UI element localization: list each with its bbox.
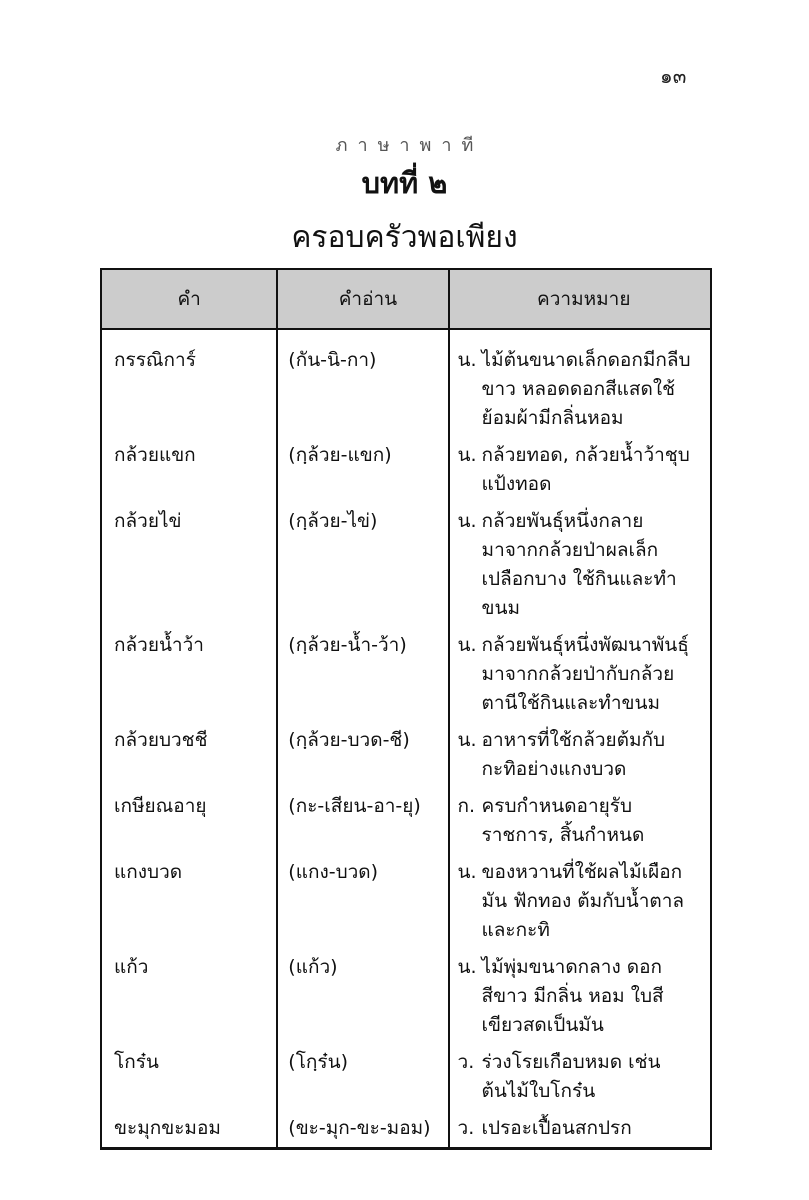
- subject-heading: ภาษาพาที: [335, 135, 484, 156]
- definition: [482, 1048, 698, 1106]
- cell-word: กล้วยน้ำว้า: [101, 627, 277, 722]
- cell-word: กรรณิการ์: [101, 329, 277, 437]
- part-of-speech: ว.: [457, 1051, 475, 1073]
- table-header-row: [101, 269, 711, 329]
- cell-word: แก้ว: [101, 949, 277, 1044]
- part-of-speech: น.: [457, 510, 477, 532]
- table-row: [101, 627, 711, 722]
- cell-word: ขะมุกขะมอม: [101, 1110, 277, 1149]
- definition: [482, 441, 698, 499]
- cell-reading: (กัน-นิ-กา): [277, 329, 448, 437]
- cell-reading: (ขะ-มุก-ขะ-มอม): [277, 1110, 448, 1149]
- definition: [482, 726, 698, 784]
- chapter-heading: บทที่ ๒: [361, 166, 448, 200]
- page-title: ครอบครัวพอเพียง: [291, 220, 518, 255]
- definition-line: ขาว หลอดดอกสีแสดใช้: [481, 378, 676, 400]
- cell-meaning: [449, 437, 711, 503]
- definition-line: ต้นไม้ใบโกร๋น: [481, 1080, 596, 1102]
- definition-line: มาจากกล้วยป่าผลเล็ก: [481, 539, 659, 561]
- cell-meaning: [449, 949, 711, 1044]
- meaning-block: [458, 631, 698, 718]
- part-of-speech: น.: [457, 444, 477, 466]
- definition-line: กล้วยพันธุ์หนึ่งกลาย: [481, 510, 644, 532]
- cell-word: โกร๋น: [101, 1044, 277, 1110]
- cell-reading: (แกง-บวด): [277, 854, 448, 949]
- definition-line: ย้อมผ้ามีกลิ่นหอม: [481, 407, 624, 429]
- cell-meaning: [449, 788, 711, 854]
- table-row: [101, 1044, 711, 1110]
- meaning-block: [458, 858, 698, 945]
- cell-meaning: [449, 627, 711, 722]
- cell-reading: (แก้ว): [277, 949, 448, 1044]
- definition: [482, 792, 698, 850]
- definition-line: ไม้พุ่มขนาดกลาง ดอก: [481, 956, 663, 978]
- definition-line: ร่วงโรยเกือบหมด เช่น: [481, 1051, 661, 1073]
- meaning-block: [458, 953, 698, 1040]
- cell-word: เกษียณอายุ: [101, 788, 277, 854]
- definition-line: ขนม: [481, 597, 521, 619]
- cell-meaning: [449, 503, 711, 627]
- table-row: [101, 1110, 711, 1149]
- header-meaning: ความหมาย: [449, 269, 711, 329]
- table-row: [101, 503, 711, 627]
- meaning-block: [458, 726, 698, 784]
- part-of-speech: น.: [457, 956, 477, 978]
- header-reading: คำอ่าน: [277, 269, 448, 329]
- definition-line: มาจากกล้วยป่ากับกล้วย: [481, 663, 675, 685]
- meaning-block: [458, 1114, 698, 1143]
- definition-line: เปลือกบาง ใช้กินและทำ: [481, 568, 677, 590]
- part-of-speech: ว.: [457, 1117, 475, 1139]
- meaning-block: [458, 792, 698, 850]
- cell-word: กล้วยบวชชี: [101, 722, 277, 788]
- table-row: [101, 788, 711, 854]
- table-row: [101, 854, 711, 949]
- definition: [482, 1114, 698, 1143]
- cell-meaning: [449, 1110, 711, 1149]
- cell-word: แกงบวด: [101, 854, 277, 949]
- definition-line: กล้วยพันธุ์หนึ่งพัฒนาพันธุ์: [481, 634, 689, 656]
- definition-line: สีขาว มีกลิ่น หอม ใบสี: [481, 985, 664, 1007]
- definition-line: ไม้ต้นขนาดเล็กดอกมีกลีบ: [481, 349, 691, 371]
- definition: [482, 953, 698, 1040]
- part-of-speech: ก.: [457, 795, 476, 817]
- definition-line: กล้วยทอด, กล้วยน้ำว้าชุบ: [481, 444, 690, 466]
- vocabulary-table: [100, 268, 712, 1150]
- definition-line: เปรอะเปื้อนสกปรก: [481, 1117, 632, 1139]
- header-word: คำ: [101, 269, 277, 329]
- cell-reading: (กฺล้วย-บวด-ชี): [277, 722, 448, 788]
- part-of-speech: น.: [457, 729, 477, 751]
- cell-word: กล้วยแขก: [101, 437, 277, 503]
- meaning-block: [458, 507, 698, 623]
- table-row: [101, 329, 711, 437]
- definition: [482, 631, 698, 718]
- meaning-block: [458, 346, 698, 433]
- part-of-speech: น.: [457, 349, 477, 371]
- cell-word: กล้วยไข่: [101, 503, 277, 627]
- definition: [482, 507, 698, 623]
- table-row: [101, 949, 711, 1044]
- meaning-block: [458, 1048, 698, 1106]
- definition: [482, 346, 698, 433]
- definition-line: มัน ฟักทอง ต้มกับน้ำตาล: [481, 890, 685, 912]
- cell-meaning: [449, 1044, 711, 1110]
- cell-reading: (กฺล้วย-น้ำ-ว้า): [277, 627, 448, 722]
- part-of-speech: น.: [457, 861, 477, 883]
- cell-reading: (โกฺร๋น): [277, 1044, 448, 1110]
- definition-line: ของหวานที่ใช้ผลไม้เผือก: [481, 861, 683, 883]
- definition: [482, 858, 698, 945]
- page-number: ๑๓: [660, 64, 687, 88]
- cell-meaning: [449, 854, 711, 949]
- table-row: [101, 722, 711, 788]
- meaning-block: [458, 441, 698, 499]
- definition-line: กะทิอย่างแกงบวด: [481, 758, 627, 780]
- definition-line: อาหารที่ใช้กล้วยต้มกับ: [481, 729, 666, 751]
- cell-reading: (กะ-เสียน-อา-ยุ): [277, 788, 448, 854]
- cell-reading: (กฺล้วย-ไข่): [277, 503, 448, 627]
- definition-line: และกะทิ: [481, 919, 550, 941]
- cell-meaning: [449, 722, 711, 788]
- part-of-speech: น.: [457, 634, 477, 656]
- definition-line: แป้งทอด: [481, 473, 552, 495]
- definition-line: ราชการ, สิ้นกำหนด: [481, 824, 645, 846]
- definition-line: เขียวสดเป็นมัน: [481, 1014, 604, 1036]
- definition-line: ครบกำหนดอายุรับ: [481, 795, 633, 817]
- table-row: [101, 437, 711, 503]
- cell-meaning: [449, 329, 711, 437]
- cell-reading: (กฺล้วย-แขก): [277, 437, 448, 503]
- definition-line: ตานีใช้กินและทำขนม: [481, 692, 660, 714]
